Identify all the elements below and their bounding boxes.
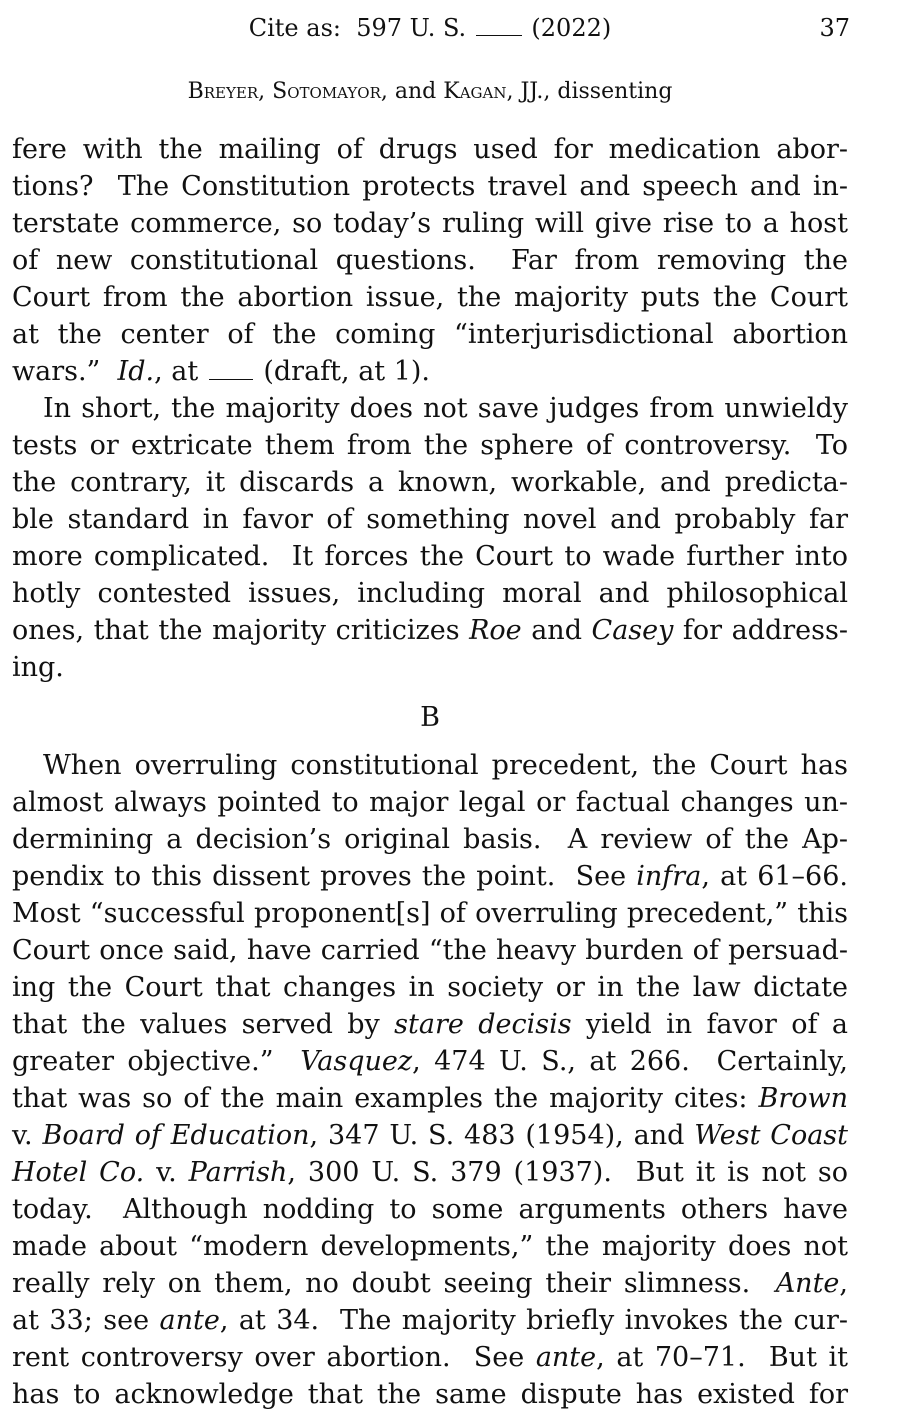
text-run: , at 34. The majority briefly invokes the cur- [219, 1305, 848, 1336]
text-run: v. [144, 1157, 189, 1188]
page-reference-blank [209, 379, 253, 380]
italic-text: West Coast [694, 1120, 849, 1151]
text-run: , 300 U. S. 379 (1937). But it is not so [287, 1157, 849, 1188]
text-run: When overruling constitutional precedent, the Court has [43, 750, 848, 781]
text-line [12, 1339, 848, 1376]
text-run: fere with the mailing of drugs used for medication abor- [12, 134, 848, 165]
text-run: ble standard in favor of something novel and probably far [12, 504, 848, 535]
text-line [12, 168, 848, 205]
text-run: and [521, 615, 592, 646]
text-run: that the values served by [12, 1009, 395, 1040]
text-run: ing the Court that changes in society or in the law dictate [12, 972, 848, 1003]
text-line [12, 464, 848, 501]
text-line [12, 895, 848, 932]
text-run: has to acknowledge that the same dispute has existed for [12, 1379, 848, 1410]
text-line [12, 538, 848, 575]
text-line [12, 390, 848, 427]
text-line [12, 612, 848, 649]
text-line [12, 353, 848, 390]
text-line [12, 427, 848, 464]
text-run: the contrary, it discards a known, workable, and predicta- [12, 467, 848, 498]
text-run: of new constitutional questions. Far from removing the [12, 245, 848, 276]
text-run: dermining a decision’s original basis. A review of the Ap- [12, 824, 848, 855]
text-run: , 474 U. S., at 266. Certainly, [412, 1046, 848, 1077]
italic-text: Board of Education [42, 1120, 310, 1151]
running-head [0, 79, 860, 104]
text-run: at the center of the coming “interjurisdictional abortion [12, 319, 848, 350]
text-run: , at 61–66. [701, 861, 848, 892]
italic-text: stare decisis [394, 1009, 572, 1040]
text-run: (draft, at 1). [254, 356, 431, 387]
running-head-segment: agan [459, 79, 507, 104]
text-run: really rely on them, no doubt seeing their slimness. [12, 1268, 776, 1299]
running-head-segment: otomayor [287, 79, 381, 104]
text-run: Court from the abortion issue, the majority puts the Court [12, 282, 848, 313]
text-run: tions? The Constitution protects travel and speech and in- [12, 171, 848, 202]
text-run: today. Although nodding to some arguments others have [12, 1194, 848, 1225]
italic-text: Ante [775, 1268, 840, 1299]
citation-blank-line [476, 35, 522, 36]
italic-text: Id. [117, 356, 155, 387]
text-line [12, 279, 848, 316]
text-run: at 33; see [12, 1305, 160, 1336]
text-line [12, 1080, 848, 1117]
text-run: pendix to this dissent proves the point. See [12, 861, 637, 892]
text-run: , 347 U. S. 483 (1954), and [309, 1120, 695, 1151]
text-run: terstate commerce, so today’s ruling will give rise to a host [12, 208, 848, 239]
text-line [12, 1191, 848, 1228]
text-line [12, 575, 848, 612]
italic-text: Casey [591, 615, 674, 646]
text-line [12, 932, 848, 969]
text-run: rent controversy over abortion. See [12, 1342, 536, 1373]
citation-header [0, 14, 860, 42]
text-line [12, 649, 848, 686]
text-run: v. [12, 1120, 43, 1151]
italic-text: ante [159, 1305, 220, 1336]
text-run: yield in favor of a [571, 1009, 848, 1040]
running-head-segment: , S [258, 79, 288, 104]
text-line [12, 1043, 848, 1080]
running-head-segment: , JJ., dissenting [506, 79, 673, 104]
paragraph-in-short [12, 390, 848, 686]
italic-text: Parrish [188, 1157, 288, 1188]
running-head-segment: B [187, 79, 204, 104]
text-line [12, 747, 848, 784]
text-run: almost always pointed to major legal or factual changes un- [12, 787, 848, 818]
text-line [12, 1228, 848, 1265]
text-line [12, 242, 848, 279]
text-line [12, 858, 848, 895]
text-line [12, 1117, 848, 1154]
italic-text: ante [535, 1342, 597, 1373]
italic-text: Vasquez [300, 1046, 413, 1077]
paragraph-continued [12, 131, 848, 390]
text-run: , [839, 1268, 848, 1299]
running-head-segment: , and K [380, 79, 460, 104]
text-line [12, 1006, 848, 1043]
text-line [12, 1154, 848, 1191]
text-line [12, 131, 848, 168]
text-line [12, 316, 848, 353]
text-run: hotly contested issues, including moral and philosophical [12, 578, 848, 609]
text-line [12, 1376, 848, 1413]
citation-suffix: (2022) [523, 14, 612, 42]
text-line [12, 784, 848, 821]
text-run: In short, the majority does not save judges from unwieldy [43, 393, 848, 424]
text-run: more complicated. It forces the Court to wade further into [12, 541, 848, 572]
text-run: tests or extricate them from the sphere of controversy. To [12, 430, 848, 461]
text-line [12, 969, 848, 1006]
italic-text: Hotel Co. [12, 1157, 145, 1188]
text-run: greater objective.” [12, 1046, 301, 1077]
citation-prefix: Cite as: 597 U. S. [248, 14, 474, 42]
text-run: wars.” [12, 356, 118, 387]
text-run: ing. [12, 652, 64, 683]
text-run: for address- [673, 615, 848, 646]
section-heading: B [420, 702, 440, 733]
text-run: , at [154, 356, 207, 387]
text-run: that was so of the main examples the majority cites: [12, 1083, 759, 1114]
text-line [12, 821, 848, 858]
text-line [12, 1265, 848, 1302]
italic-text: Roe [469, 615, 522, 646]
text-line [12, 501, 848, 538]
running-head-segment: reyer [203, 79, 259, 104]
page-number: 37 [819, 14, 850, 42]
italic-text: infra [636, 861, 702, 892]
paragraph-overruling-precedent [12, 747, 848, 1413]
text-line [12, 205, 848, 242]
text-line [12, 1302, 848, 1339]
text-run: Court once said, have carried “the heavy burden of persuad- [12, 935, 848, 966]
italic-text: Brown [758, 1083, 848, 1114]
text-run: ones, that the majority criticizes [12, 615, 470, 646]
text-run: made about “modern developments,” the majority does not [12, 1231, 848, 1262]
text-run: , at 70–71. But it [596, 1342, 848, 1373]
text-run: Most “successful proponent[s] of overruling precedent,” this [12, 898, 848, 929]
